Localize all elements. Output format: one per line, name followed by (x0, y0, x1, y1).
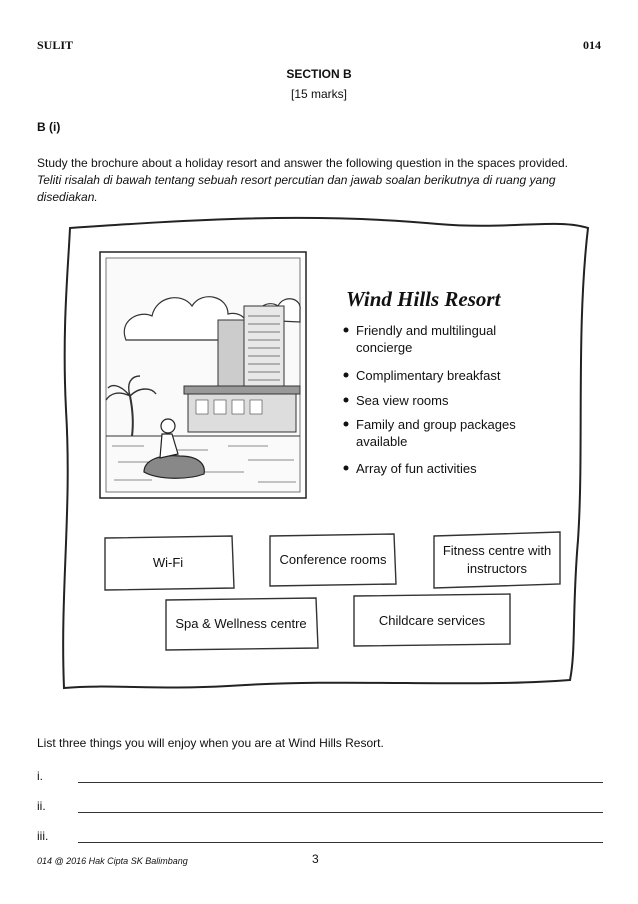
svg-text:instructors: instructors (467, 561, 527, 576)
instruction-malay: Teliti risalah di bawah tentang sebuah resort percutian dan jawab soalan berikutnya di ruang yang disediakan. (37, 173, 556, 204)
bullet-icon (344, 398, 349, 403)
feature-1-line2: concierge (356, 340, 413, 355)
answer-row-1 (37, 769, 603, 787)
feature-4-line2: available (356, 434, 408, 449)
resort-illustration (100, 252, 306, 498)
answer-line-1[interactable] (78, 782, 603, 783)
facility-wifi (105, 536, 234, 590)
answer-row-2 (37, 799, 603, 817)
svg-text:Wi-Fi: Wi-Fi (152, 555, 184, 570)
resort-brochure (48, 210, 596, 692)
answer-line-3[interactable] (78, 842, 603, 843)
answer-label: iii. (37, 829, 49, 843)
feature-1-line1: Friendly and multilingual (356, 323, 497, 338)
page-number: 3 (312, 852, 319, 866)
feature-4-line1: Family and group packages (356, 417, 516, 432)
bullet-icon (344, 466, 349, 471)
question-label: B (i) (37, 120, 61, 134)
svg-text:Childcare services: Childcare services (378, 613, 486, 628)
bullet-icon (344, 373, 349, 378)
section-title: SECTION B (286, 67, 352, 81)
footer-copyright: 014 @ 2016 Hak Cipta SK Balimbang (37, 856, 188, 866)
question-text: List three things you will enjoy when you are at Wind Hills Resort. (37, 736, 384, 750)
svg-text:Conference rooms: Conference rooms (279, 552, 387, 567)
header-sulit: SULIT (37, 38, 74, 52)
answer-label: ii. (37, 799, 46, 813)
feature-2: Complimentary breakfast (356, 368, 501, 383)
feature-5: Array of fun activities (356, 461, 477, 476)
section-marks: [15 marks] (290, 87, 347, 101)
facility-conference-rooms (270, 534, 396, 586)
brochure-title: Wind Hills Resort (346, 287, 501, 311)
bullet-icon (344, 328, 349, 333)
answer-line-2[interactable] (78, 812, 603, 813)
facility-fitness-centre (434, 532, 560, 588)
facility-spa-wellness (166, 598, 318, 650)
svg-text:Spa & Wellness centre: Spa & Wellness centre (175, 616, 307, 631)
instruction-english: Study the brochure about a holiday resort and answer the following question in the spaces provided. (37, 156, 568, 170)
facility-childcare (354, 594, 510, 646)
header-code: 014 (583, 38, 601, 52)
bullet-icon (344, 422, 349, 427)
feature-3: Sea view rooms (356, 393, 449, 408)
svg-text:Fitness centre with: Fitness centre with (442, 543, 552, 558)
answer-label: i. (37, 769, 43, 783)
answer-row-3 (37, 829, 603, 847)
